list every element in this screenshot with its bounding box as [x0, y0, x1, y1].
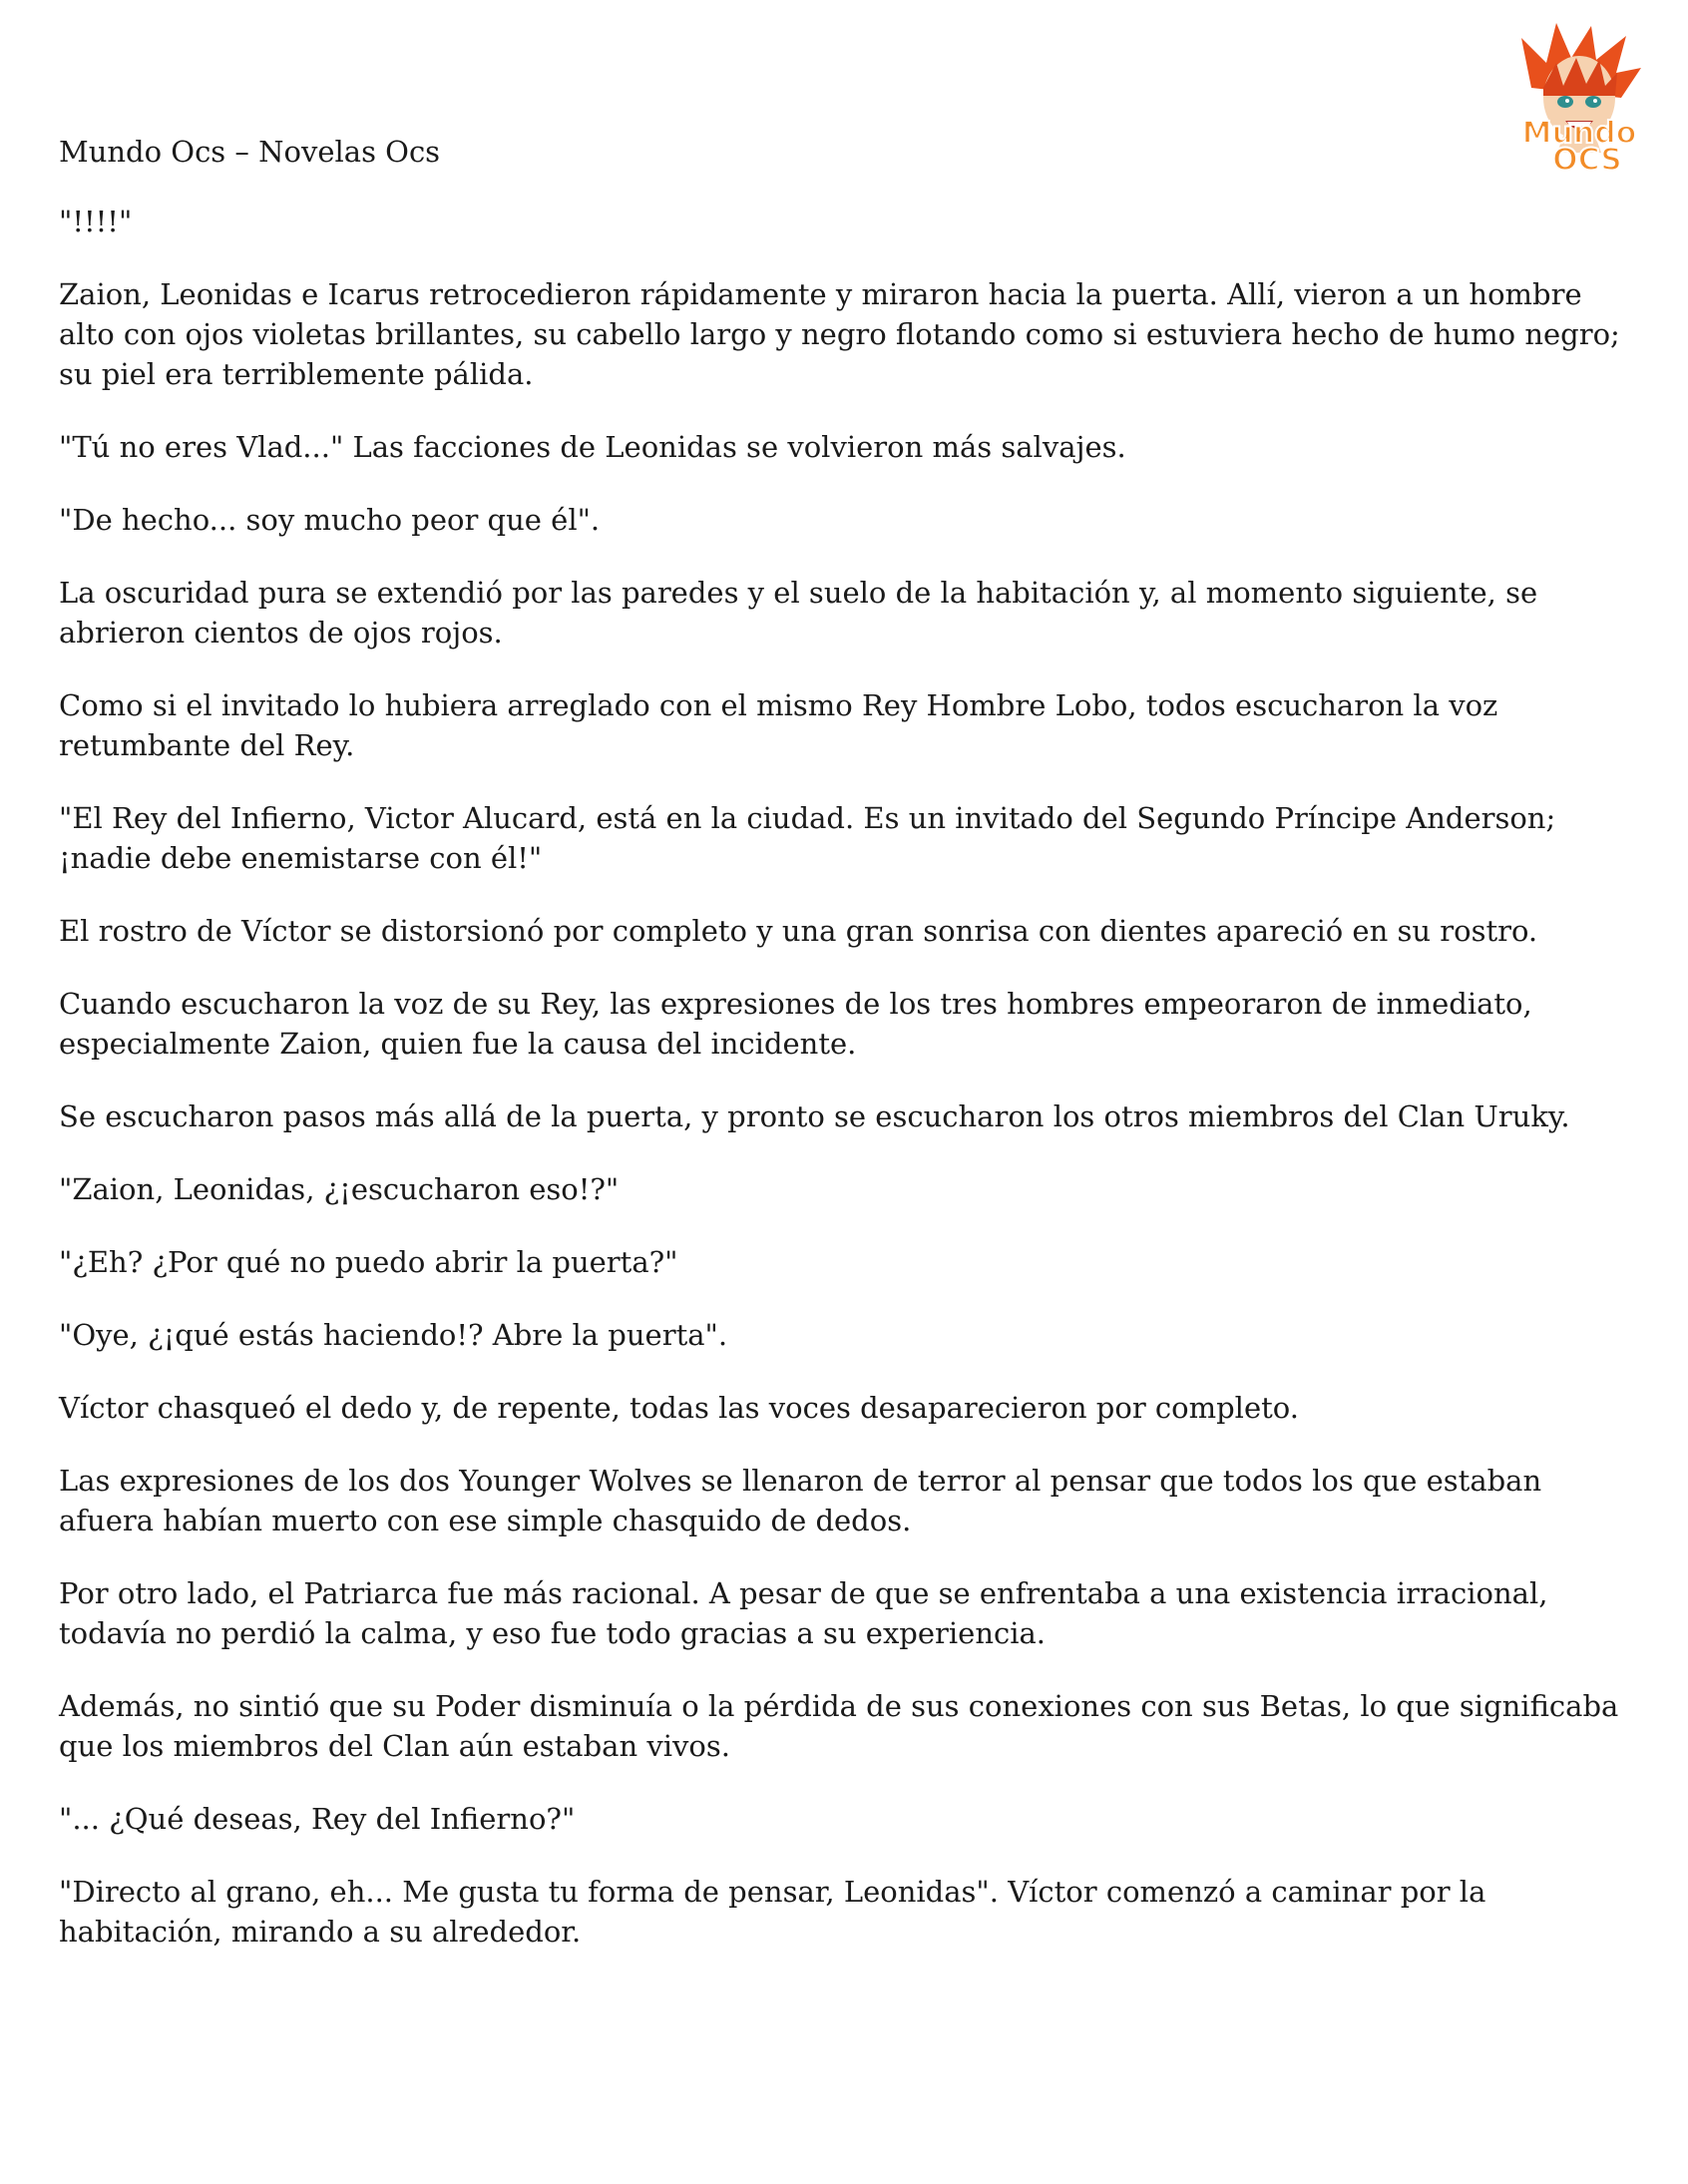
paragraph: Se escucharon pasos más allá de la puerta, y pronto se escucharon los otros miembros del Clan Uruky. — [59, 1099, 1570, 1133]
paragraph: "El Rey del Infierno, Victor Alucard, está en la ciudad. Es un invitado del Segundo Príncipe Anderson; ¡nadie debe enemistarse con él!" — [59, 801, 1556, 875]
paragraph: Por otro lado, el Patriarca fue más racional. A pesar de que se enfrentaba a una existencia irracional, todavía no perdió la calma, y eso fue todo gracias a su experiencia. — [59, 1576, 1548, 1650]
paragraph: La oscuridad pura se extendió por las paredes y el suelo de la habitación y, al momento siguiente, se abrieron cientos de ojos rojos. — [59, 576, 1538, 650]
paragraph: Además, no sintió que su Poder disminuía o la pérdida de sus conexiones con sus Betas, lo que significaba que los miembros del Clan aún estaban vivos. — [59, 1689, 1619, 1763]
story-text — [59, 202, 1635, 1984]
paragraph: "De hecho... soy mucho peor que él". — [59, 503, 601, 537]
logo-line2: OCS — [1552, 143, 1622, 178]
paragraph: "... ¿Qué deseas, Rey del Infierno?" — [59, 1802, 576, 1836]
paragraph: Cuando escucharon la voz de su Rey, las expresiones de los tres hombres empeoraron de inmediato, especialmente Zaion, quien fue la causa del incidente. — [59, 987, 1532, 1061]
paragraph: "Zaion, Leonidas, ¿¡escucharon eso!?" — [59, 1172, 620, 1206]
paragraph: "!!!!" — [59, 205, 133, 238]
paragraph: Como si el invitado lo hubiera arreglado con el mismo Rey Hombre Lobo, todos escucharon la voz retumbante del Rey. — [59, 688, 1498, 762]
paragraph: El rostro de Víctor se distorsionó por completo y una gran sonrisa con dientes apareció en su rostro. — [59, 914, 1538, 948]
page-header-title: Mundo Ocs – Novelas Ocs — [59, 135, 441, 169]
paragraph: Las expresiones de los dos Younger Wolves se llenaron de terror al pensar que todos los que estaban afuera habían muerto con ese simple chasquido de dedos. — [59, 1464, 1542, 1537]
paragraph: Víctor chasqueó el dedo y, de repente, todas las voces desaparecieron por completo. — [59, 1391, 1299, 1425]
paragraph: "Oye, ¿¡qué estás haciendo!? Abre la puerta". — [59, 1318, 728, 1352]
paragraph: Zaion, Leonidas e Icarus retrocedieron rápidamente y miraron hacia la puerta. Allí, vieron a un hombre alto con ojos violetas brillantes, su cabello largo y negro flotando como si estuviera hecho de humo negro; su piel era terriblemente pálida. — [59, 277, 1620, 391]
anime-character-logo-icon — [1501, 18, 1657, 180]
paragraph: "Directo al grano, eh... Me gusta tu forma de pensar, Leonidas". Víctor comenzó a caminar por la habitación, mirando a su alrededor. — [59, 1875, 1486, 1949]
paragraph: "¿Eh? ¿Por qué no puedo abrir la puerta?" — [59, 1245, 678, 1279]
logo-line1: Mundo — [1521, 116, 1637, 151]
paragraph: "Tú no eres Vlad..." Las facciones de Leonidas se volvieron más salvajes. — [59, 430, 1126, 464]
mundo-ocs-logo — [1501, 18, 1657, 180]
